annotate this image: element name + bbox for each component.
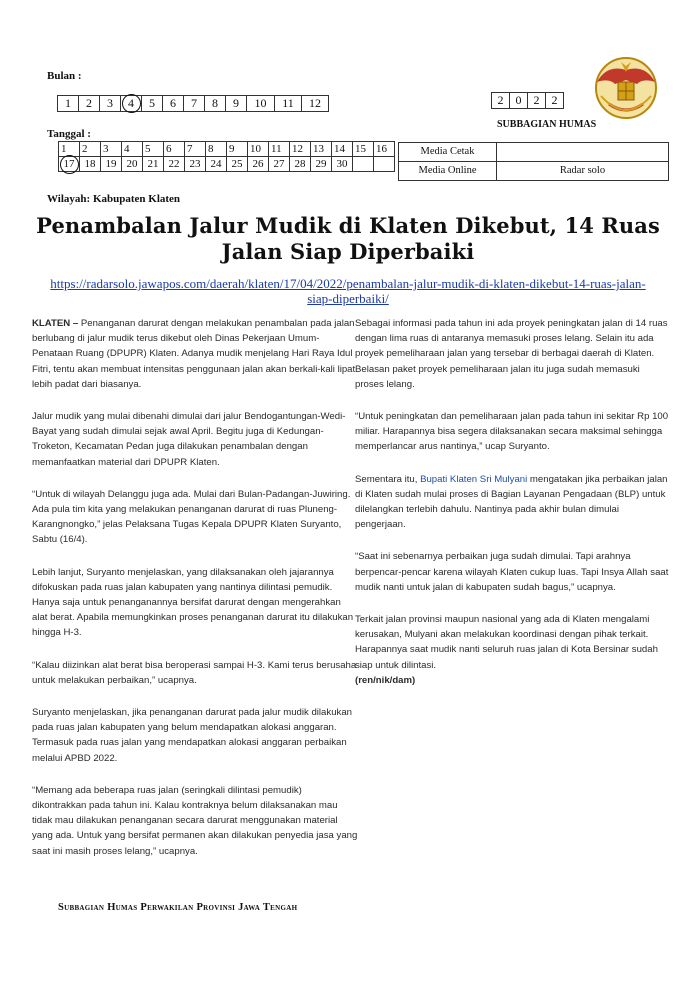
- year-digit: 2: [492, 93, 510, 108]
- date-cell: 20: [122, 157, 143, 172]
- media-value: [497, 143, 669, 162]
- month-cell: 6: [163, 96, 184, 111]
- date-cell: 8: [206, 142, 227, 157]
- media-label: Media Cetak: [399, 143, 497, 162]
- paragraph: “Untuk di wilayah Delanggu juga ada. Mulai dari Bulan-Padangan-Juwiring. Ada pula tim kita yang melakukan penanganan darurat di ruas Pluneng-Karangnongko,” jelas Pelaksana Tugas Kepala DPUPR Klaten Suryanto, Sabtu (16/4).: [32, 488, 351, 546]
- date-cell: 23: [185, 157, 206, 172]
- paragraph-text: mengatakan jika perbaikan jalan di Klaten sudah mulai proses di Bagian Layanan Pengadaan (BLP) untuk dilelangkan terlebih dahulu. Nantinya pada akhir bulan dimulai pengerjaan.: [355, 473, 668, 531]
- bulan-label: Bulan :: [47, 70, 82, 82]
- garuda-emblem-icon: [587, 52, 665, 126]
- date-cell: 28: [290, 157, 311, 172]
- year-digit: 2: [551, 93, 558, 107]
- month-cell: 3: [100, 96, 121, 111]
- media-table: [398, 142, 669, 181]
- month-cell: 8: [205, 96, 226, 111]
- date-cell: 30: [332, 157, 353, 172]
- signoff: (ren/nik/dam): [355, 674, 416, 686]
- media-row: [399, 143, 669, 162]
- date-number: 17: [63, 158, 75, 170]
- paragraph: Jalur mudik yang mulai dibenahi dimulai dari jalur Bendogantungan-Wedi-Bayat yang sudah dimulai sejak awal April. Begitu juga di Kedungan-Troketon, Kecamatan Pedan juga dilakukan penambalan dengan memanfaatkan material dari DPUPR Klaten.: [32, 411, 346, 468]
- paragraph: Suryanto menjelaskan, jika penanganan darurat pada jalur mudik dilakukan pada ruas jalan kabupaten yang belum mendapatkan alokasi anggaran. Termasuk pada ruas jalan yang mendapatkan alokasi anggaran perbaikan melalui APBD 2022.: [32, 707, 352, 764]
- month-cell: 12: [309, 96, 321, 110]
- bupati-link[interactable]: Bupati Klaten Sri Mulyani: [420, 473, 528, 485]
- title-line: Penambalan Jalur Mudik di Klaten Dikebut, 14 Ruas: [36, 213, 660, 238]
- left-column: [32, 316, 358, 876]
- date-cell: 27: [269, 157, 290, 172]
- date-cell: 3: [101, 142, 122, 157]
- paragraph: [32, 316, 358, 392]
- paragraph: “Saat ini sebenarnya perbaikan juga sudah dimulai. Tapi arahnya berpencar-pencar karena wilayah Klaten cukup luas. Tapi Insya Allah saat mudik nanti untuk jalan di kabupaten sudah bagus,” ucapnya.: [355, 551, 669, 593]
- month-cell: 7: [184, 96, 205, 111]
- month-cell: 11: [275, 96, 302, 111]
- date-cell: 13: [311, 142, 332, 157]
- date-selector: [58, 141, 395, 172]
- paragraph: “Memang ada beberapa ruas jalan (seringkali dilintasi pemudik) dikontrakkan pada tahun ini. Kalau kontraknya belum dilaksanakan mau tidak mau dilakukan penanganan secara darurat menggunakan material yang ada. Untuk yang bersifat permanen akan dilakukan penyedia jasa yang saat ini masih proses lelang,” ucapnya.: [32, 784, 358, 857]
- paragraph: [355, 612, 671, 688]
- date-cell: 25: [227, 157, 248, 172]
- tanggal-label: Tanggal :: [47, 128, 91, 140]
- date-cell: 6: [164, 142, 185, 157]
- paragraph: [355, 472, 671, 533]
- year-digit: 0: [510, 93, 528, 108]
- right-column: [355, 316, 671, 705]
- date-cell: 26: [248, 157, 269, 172]
- date-cell: 21: [143, 157, 164, 172]
- date-cell: 15: [353, 142, 374, 157]
- article-link[interactable]: [30, 276, 666, 306]
- paragraph-text: Terkait jalan provinsi maupun nasional yang ada di Klaten mengalami kerusakan, Mulyani akan melakukan koordinasi dengan pihak terkait. Harapannya saat mudik nanti seluruh ruas jalan di Kota Bersinar sudah siap untuk dilintasi.: [355, 614, 658, 671]
- date-cell: 24: [206, 157, 227, 172]
- paragraph: Sebagai informasi pada tahun ini ada proyek peningkatan jalan di 14 ruas dengan lima ruas di antaranya memasuki proses lelang. Selain itu ada proyek pemeliharaan jalan yang tersebar di berbagai daerah di Klaten. Belasan paket proyek pemeliharaan jalan itu juga sudah memasuki proses lelang.: [355, 318, 668, 390]
- date-cell: 16: [374, 142, 395, 157]
- year-digit: 2: [528, 93, 546, 108]
- date-cell: 19: [101, 157, 122, 172]
- date-cell: 1: [59, 142, 80, 157]
- title-line: Jalan Siap Diperbaiki: [221, 239, 475, 264]
- date-cell: [59, 157, 80, 172]
- date-cell: 2: [80, 142, 101, 157]
- wilayah-label: Wilayah: Kabupaten Klaten: [47, 193, 181, 205]
- month-cell: 2: [79, 96, 100, 111]
- dateline: KLATEN –: [32, 318, 81, 329]
- date-cell: 18: [80, 157, 101, 172]
- date-cell: 7: [185, 142, 206, 157]
- date-row: [59, 142, 395, 157]
- paragraph-text: Penanganan darurat dengan melakukan penambalan pada jalan berlubang di jalur mudik terus dikebut oleh Dinas Pekerjaan Umum-Penataan Ruang (DPUPR) Klaten. Adanya mudik menjelang Hari Raya Idul Fitri, tentu akan membuat intensitas penggunaan jalan akan berkali-kali lipat lebih padat dari biasanya.: [32, 318, 356, 390]
- paragraph: “Untuk peningkatan dan pemeliharaan jalan pada tahun ini sekitar Rp 100 miliar. Harapannya bisa segera dilaksanakan secara maksimal sehingga memperlancar arus nantinya,” ucap Suryanto.: [355, 411, 669, 453]
- month-cell: 5: [142, 96, 163, 111]
- date-cell: [374, 157, 395, 172]
- footer-org: Subbagian Humas Perwakilan Provinsi Jawa Tengah: [58, 902, 298, 913]
- media-label: Media Online: [399, 162, 497, 181]
- month-cell: 1: [58, 96, 79, 111]
- media-row: [399, 162, 669, 181]
- date-cell: 14: [332, 142, 353, 157]
- date-cell: 11: [269, 142, 290, 157]
- date-cell: 4: [122, 142, 143, 157]
- date-cell: [353, 157, 374, 172]
- media-value: Radar solo: [497, 162, 669, 181]
- date-cell: 12: [290, 142, 311, 157]
- date-cell: 10: [248, 142, 269, 157]
- date-cell: 5: [143, 142, 164, 157]
- paragraph-text: Sementara itu,: [355, 473, 421, 485]
- paragraph: Lebih lanjut, Suryanto menjelaskan, yang dilaksanakan oleh jajarannya difokuskan pada ruas jalan kabupaten yang nantinya dilintasi pemudik. Hanya saja untuk penanganannya bersifat darurat dengan mengerahkan alat berat. Apabila memungkinkan proses penanganan darurat itu dilakukan hingga H-3.: [32, 566, 354, 639]
- year-box: [491, 92, 564, 109]
- date-cell: 29: [311, 157, 332, 172]
- month-number: 4: [128, 96, 134, 110]
- date-cell: 22: [164, 157, 185, 172]
- url-line: siap-diperbaiki/: [307, 291, 389, 306]
- month-cell: [121, 96, 142, 111]
- month-cell: 9: [226, 96, 247, 111]
- month-selector: [57, 95, 329, 112]
- date-row: [59, 157, 395, 172]
- url-line: https://radarsolo.jawapos.com/daerah/klaten/17/04/2022/penambalan-jalur-mudik-di-klaten-dikebut-14-ruas-jalan-: [50, 276, 646, 291]
- paragraph: “Kalau diizinkan alat berat bisa beroperasi sampai H-3. Kami terus berusaha untuk melakukan perbaikan,” ucapnya.: [32, 659, 357, 686]
- date-cell: 9: [227, 142, 248, 157]
- month-cell: 10: [247, 96, 275, 111]
- article-title: [20, 213, 676, 265]
- org-label: SUBBAGIAN HUMAS: [497, 119, 597, 130]
